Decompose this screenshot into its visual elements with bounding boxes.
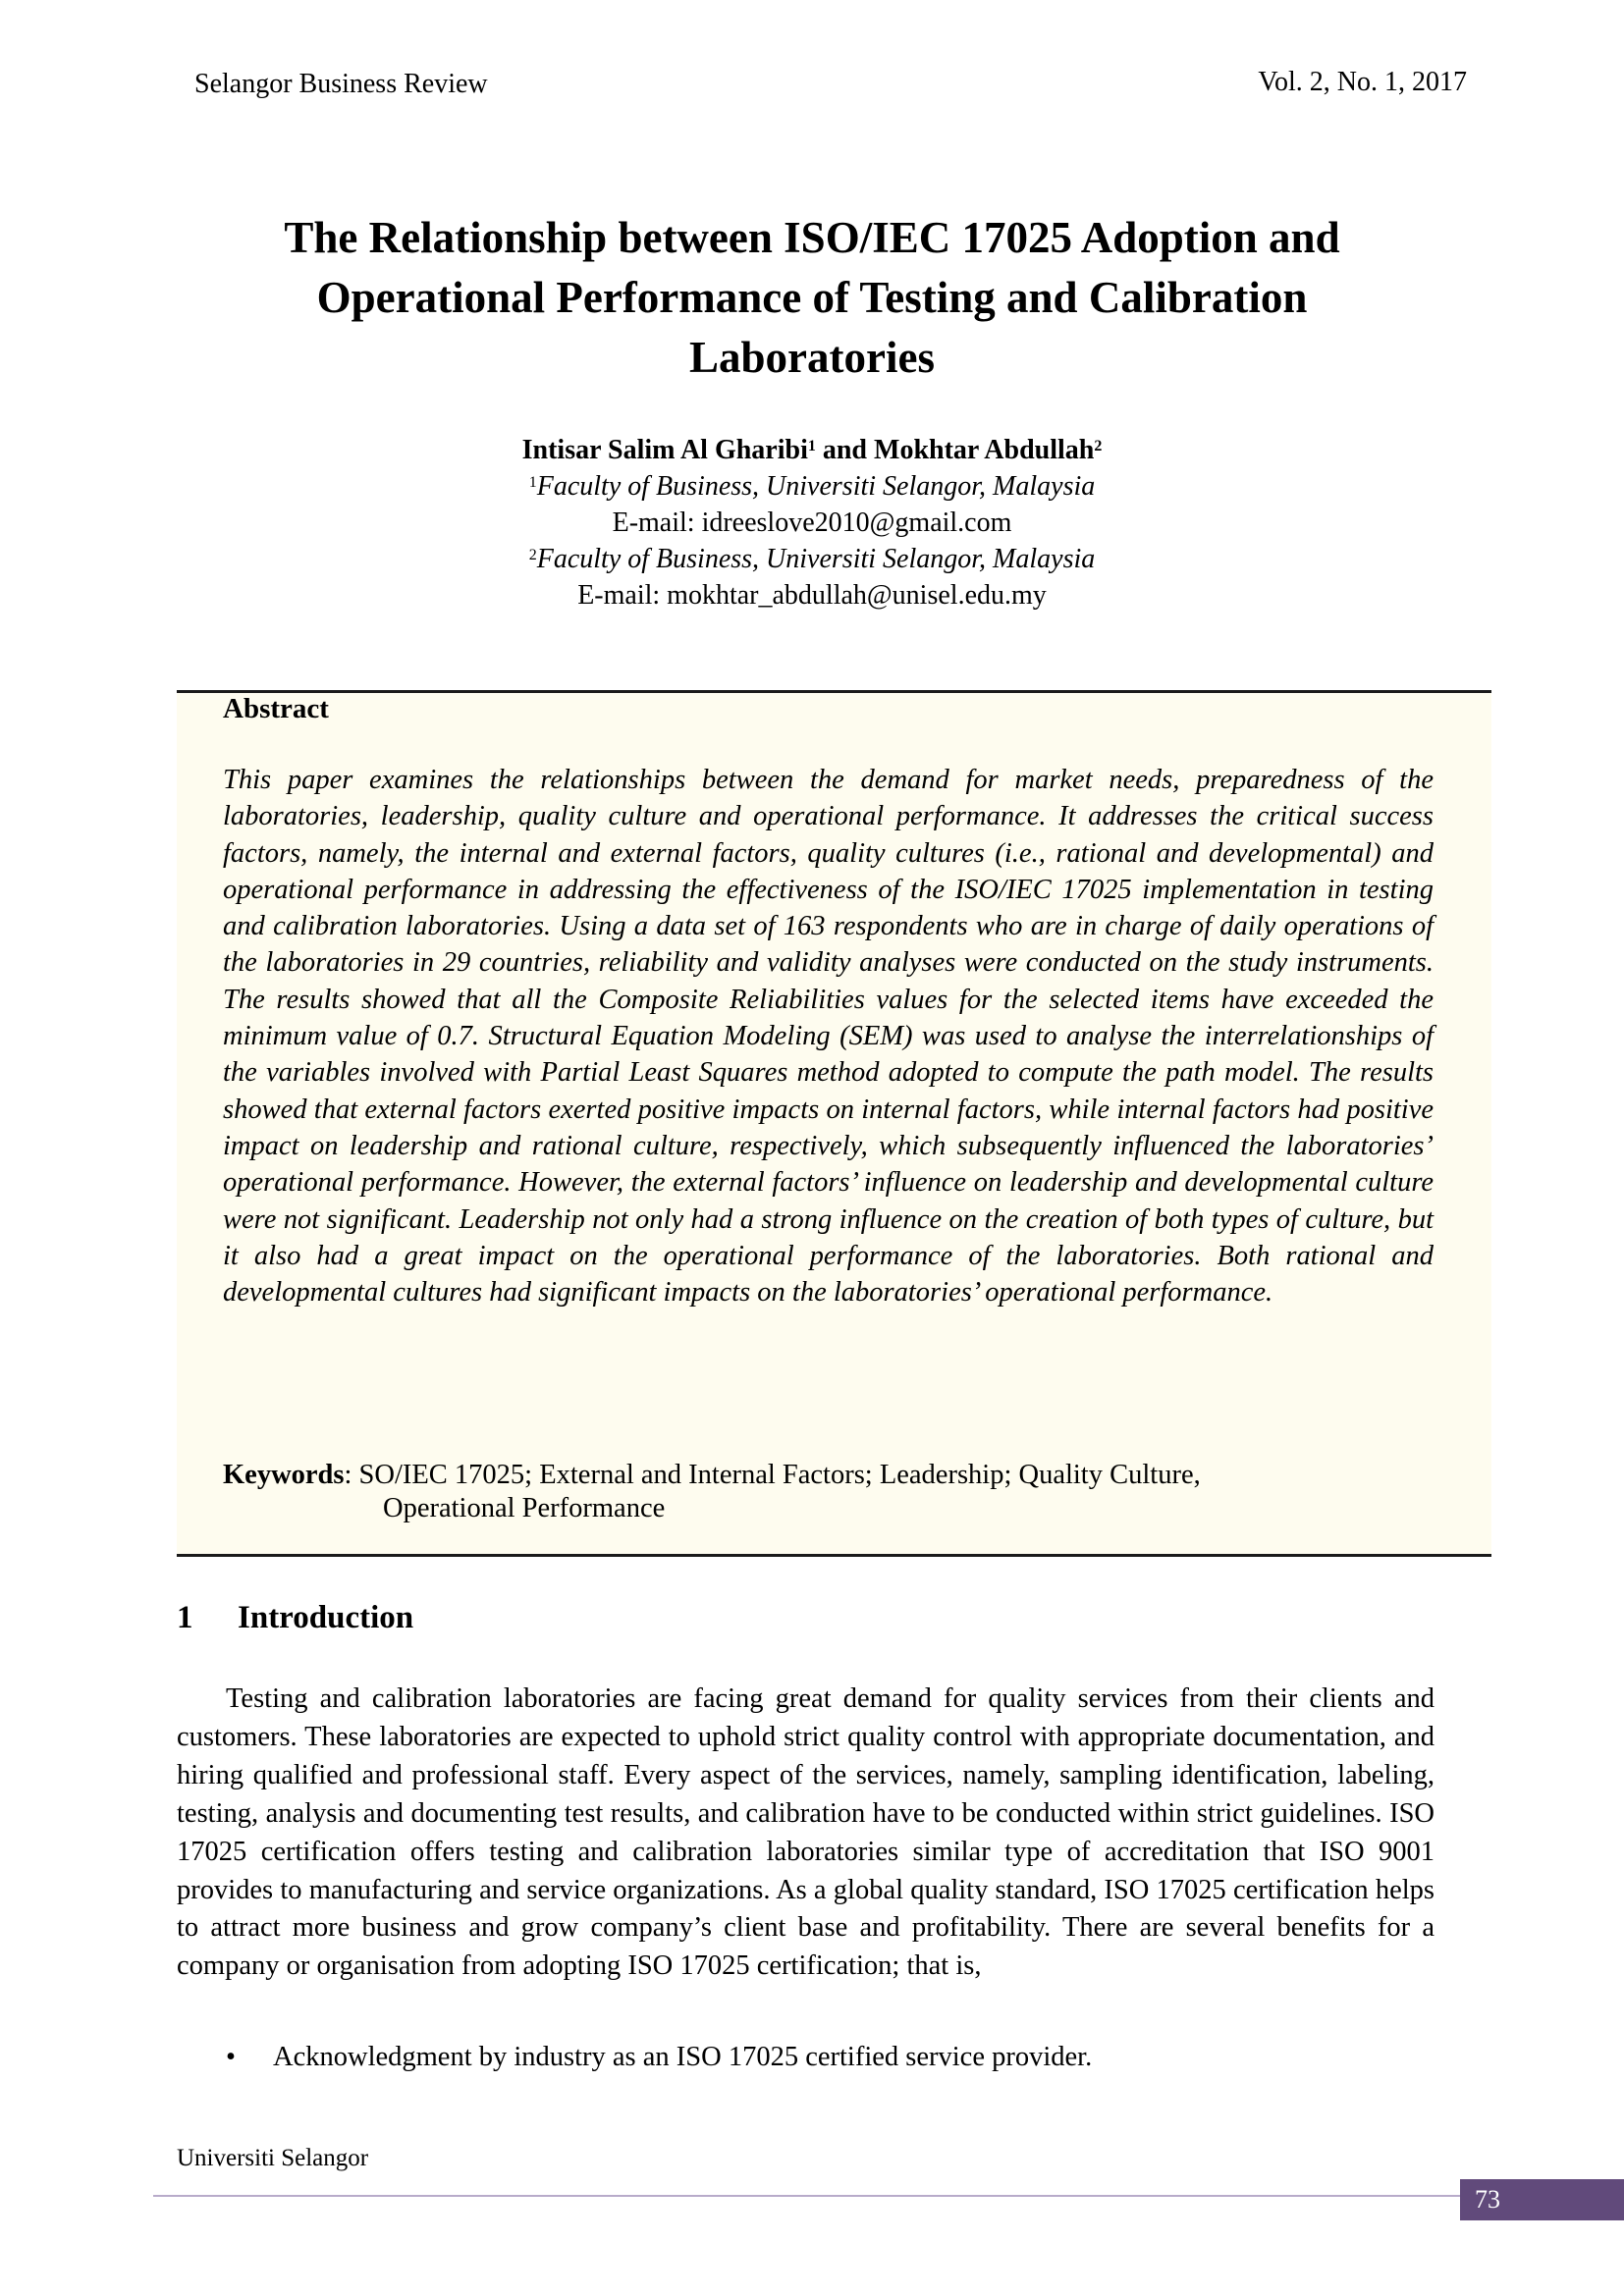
affiliation-1 [147,468,1477,505]
email-2[interactable]: E-mail: mokhtar_abdullah@unisel.edu.my [577,580,1047,611]
author-conjunction: and [815,435,875,465]
running-header-journal: Selangor Business Review [194,69,488,99]
affiliation-2-name: Faculty of Business, Universiti Selangor, Malaysia [536,544,1096,574]
title-line-3: Laboratories [689,333,935,382]
bullet-icon: • [226,2042,236,2072]
keywords-label: Keywords [223,1460,345,1490]
affiliation-1-name: Faculty of Business, Universiti Selangor, Malaysia [536,471,1096,502]
email-1[interactable]: E-mail: idreeslove2010@gmail.com [612,507,1012,538]
footer-rule [153,2195,1462,2197]
section-number: 1 [177,1600,193,1635]
introduction-paragraph: Testing and calibration laboratories are facing great demand for quality services from their clients and customers. These laboratories are expected to uphold strict quality control with appropriate documentation, and hiring qualified and professional staff. Every aspect of the services, namely, sampling identification, labeling, testing, analysis and documenting test results, and calibration have to be conducted within strict guidelines. ISO 17025 certification offers testing and calibration laboratories similar type of accreditation that ISO 9001 provides to manufacturing and service organizations. As a global quality standard, ISO 17025 certification helps to attract more business and grow company’s client base and profitability. There are several benefits for a company or organisation from adopting ISO 17025 certification; that is, [177,1683,1435,1982]
author-names [147,432,1477,468]
title-line-2: Operational Performance of Testing and Calibration [316,273,1308,322]
abstract-text: This paper examines the relationships between the demand for market needs, preparedness of the laboratories, leadership, quality culture and operational performance. It addresses the critical success factors, namely, the internal and external factors, quality cultures (i.e., rational and developmental) and operational performance in addressing the effectiveness of the ISO/IEC 17025 implementation in testing and calibration laboratories. Using a data set of 163 respondents who are in charge of daily operations of the laboratories in 29 countries, reliability and validity analyses were conducted on the study instruments. The results showed that all the Composite Reliabilities values for the selected items have exceeded the minimum value of 0.7. Structural Equation Modeling (SEM) was used to analyse the interrelationships of the variables involved with Partial Least Squares method adopted to compute the path model. The results showed that external factors exerted positive impacts on internal factors, while internal factors had positive impact on leadership and rational culture, respectively, which subsequently influenced the laboratories’ operational performance. However, the external factors’ influence on leadership and developmental culture were not significant. Leadership not only had a strong influence on the creation of both types of culture, but it also had a great impact on the operational performance of the laboratories. Both rational and developmental cultures had significant impacts on the laboratories’ operational performance. [223,765,1434,1308]
author-block [147,432,1477,614]
section-heading-introduction [177,1600,413,1636]
title-line-1: The Relationship between ISO/IEC 17025 Adoption and [284,213,1340,262]
affiliation-2 [147,541,1477,577]
abstract-heading: Abstract [223,693,329,724]
affiliation-2-sup: 2 [528,547,537,563]
running-header-issue: Vol. 2, No. 1, 2017 [1258,67,1467,97]
keywords-line-2: Operational Performance [383,1493,666,1523]
author-2: Mokhtar Abdullah [874,435,1095,465]
bullet-list-item [226,2042,1092,2073]
section-title: Introduction [238,1600,414,1635]
introduction-body [177,1681,1435,1986]
keywords [223,1457,1201,1493]
page-number: 73 [1460,2179,1624,2220]
footer-institution: Universiti Selangor [177,2145,369,2171]
author-1: Intisar Salim Al Gharibi [521,435,808,465]
paper-title [147,208,1477,388]
author-2-sup: 2 [1094,438,1103,454]
bullet-text: Acknowledgment by industry as an ISO 17025 certified service provider. [273,2042,1093,2072]
keywords-line-1: : SO/IEC 17025; External and Internal Factors; Leadership; Quality Culture, [344,1460,1201,1490]
affiliation-1-sup: 1 [528,474,537,491]
author-1-sup: 1 [807,438,816,454]
